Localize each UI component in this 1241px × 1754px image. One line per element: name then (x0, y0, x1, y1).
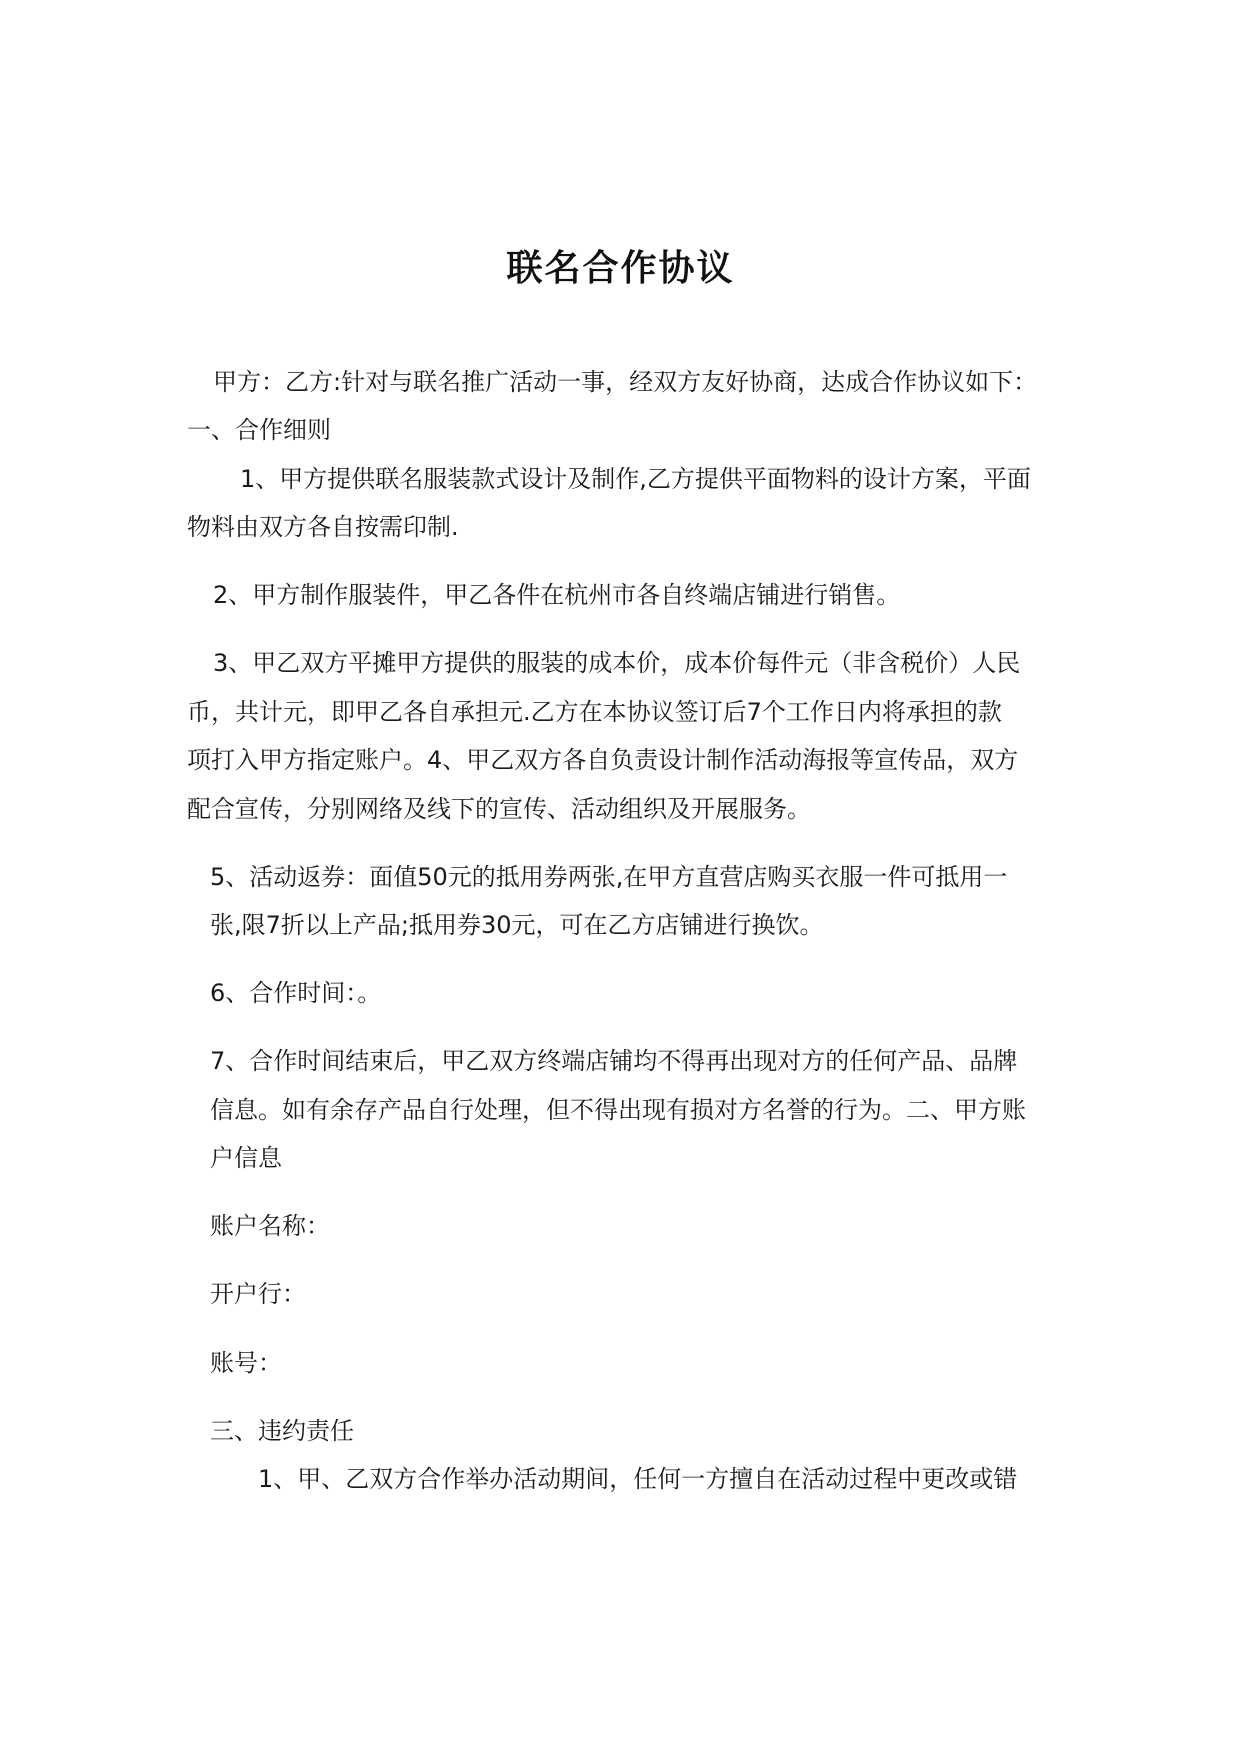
clause-3-line-3: 项打入甲方指定账户。4、甲乙双方各自负责设计制作活动海报等宣传品，双方 (187, 746, 1019, 774)
clause-2: 2、甲方制作服装件，甲乙各件在杭州市各自终端店铺进行销售。 (213, 581, 901, 609)
clause-1-line-2: 物料由双方各自按需印制. (187, 513, 459, 541)
clause-3-line-1: 3、甲乙双方平摊甲方提供的服装的成本价，成本价每件元（非含税价）人民 (213, 649, 1021, 677)
clause-5-line-1: 5、活动返券：面值50元的抵用券两张,在甲方直营店购买衣服一件可抵用一 (210, 863, 1008, 891)
clause-1-line-1: 1、甲方提供联名服装款式设计及制作,乙方提供平面物料的设计方案，平面 (240, 465, 1031, 493)
clause-6: 6、合作时间：。 (210, 979, 382, 1007)
document-title: 联名合作协议 (506, 247, 735, 289)
intro-line: 甲方：乙方:针对与联名推广活动一事，经双方友好协商，达成合作协议如下： (213, 368, 1038, 396)
clause-4-line: 配合宣传，分别网络及线下的宣传、活动组织及开展服务。 (187, 795, 811, 823)
breach-clause-1-line-1: 1、甲、乙双方合作举办活动期间，任何一方擅自在活动过程中更改或错 (258, 1465, 1018, 1493)
account-name-field: 账户名称： (210, 1212, 330, 1240)
clause-7-line-2: 信息。如有余存产品自行处理，但不得出现有损对方名誉的行为。二、甲方账 (210, 1096, 1026, 1124)
bank-field: 开户行： (210, 1280, 306, 1308)
clause-7-line-3: 户信息 (210, 1144, 282, 1172)
clause-3-line-2: 币，共计元，即甲乙各自承担元.乙方在本协议签订后7个工作日内将承担的款 (187, 698, 1002, 726)
account-number-field: 账号： (210, 1349, 282, 1377)
section-heading-breach-liability: 三、违约责任 (210, 1417, 354, 1445)
clause-5-line-2: 张,限7折以上产品;抵用券30元，可在乙方店铺进行换饮。 (210, 911, 824, 939)
clause-7-line-1: 7、合作时间结束后，甲乙双方终端店铺均不得再出现对方的任何产品、品牌 (210, 1047, 1018, 1075)
section-heading-cooperation-details: 一、合作细则 (187, 416, 331, 444)
